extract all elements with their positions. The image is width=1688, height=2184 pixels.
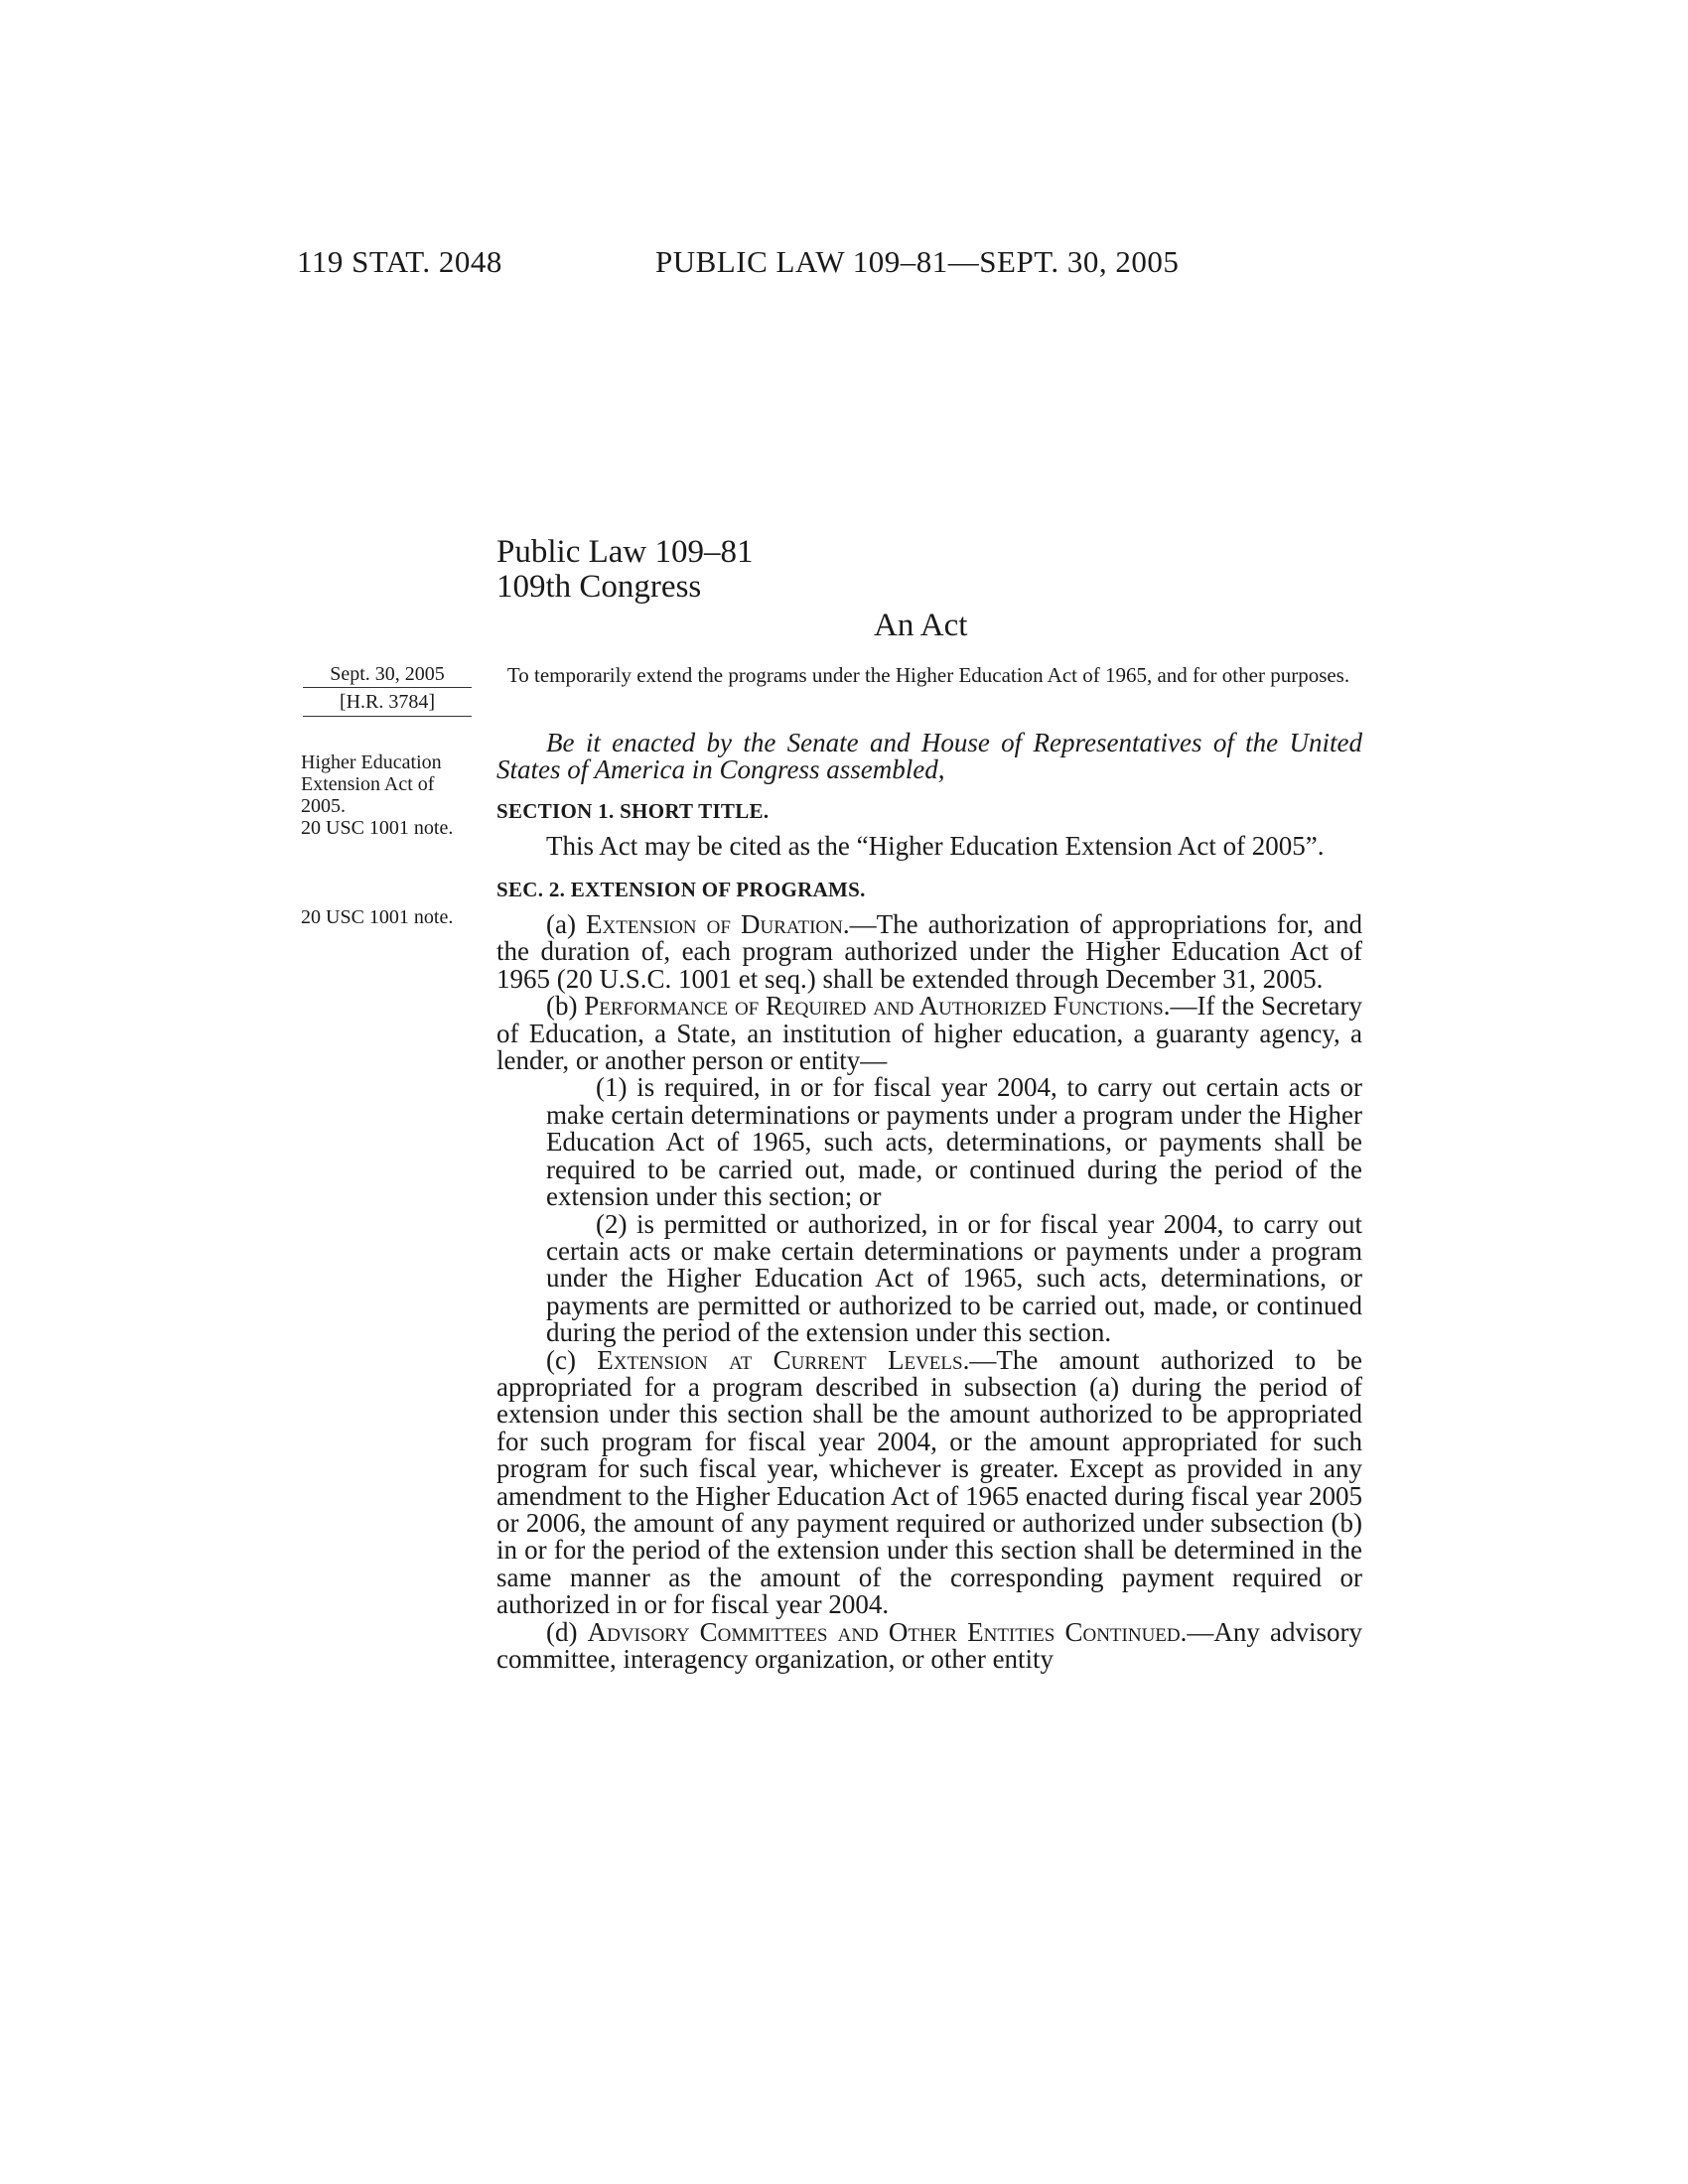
enactment-date: Sept. 30, 2005 <box>303 662 472 688</box>
subsection-d <box>496 1616 1362 1674</box>
bill-number: [H.R. 3784] <box>303 688 472 717</box>
subsection-c-text: —The amount authorized to be appropriated for a program described in subsection (a) during the period of extension under this section shall be the amount authorized to be appropriated for such program for fiscal year 2004, or the amount appropriated for such program for such fiscal year, whichever is greater. Except as provided in any amendment to the Higher Education Act of 1965 enacted during fiscal year 2005 or 2006, the amount of any payment required or authorized under subsection (b) in or for the period of the extension under this section shall be determined in the same manner as the amount of the corresponding payment required or authorized in or for fiscal year 2004. <box>496 1344 1363 1620</box>
congress-label: 109th Congress <box>496 569 702 605</box>
section-1-heading: SECTION 1. SHORT TITLE. <box>496 798 770 823</box>
enacting-clause: Be it enacted by the Senate and House of Representatives of the United States of America in Congress assembled, <box>496 728 1362 785</box>
subsection-d-text: —Any advisory committee, interagency organization, or other entity <box>496 1616 1362 1674</box>
act-purpose: To temporarily extend the programs under the Higher Education Act of 1965, and for other purposes. <box>506 663 1350 687</box>
subsection-b-heading: Performance of Required and Authorized Functions. <box>584 991 1171 1022</box>
subsection-a <box>496 911 1362 993</box>
paragraph-b2: (2) is permitted or authorized, in or for fiscal year 2004, to carry out certain acts or make certain determinations or payments under a program under the Higher Education Act of 1965, such acts, determinations, or payments are permitted or authorized to be carried out, made, or continued during the period of the extension under this section. <box>546 1208 1362 1348</box>
act-heading: An Act <box>874 608 968 643</box>
subsection-d-heading: Advisory Committees and Other Entities Continued. <box>587 1616 1188 1647</box>
running-header-law: PUBLIC LAW 109–81—SEPT. 30, 2005 <box>655 244 1180 279</box>
act-body <box>496 730 1362 1673</box>
subsection-d-label: (d) <box>546 1616 588 1647</box>
margin-note-short-title: Higher Education Extension Act of 2005. 20 USC 1001 note. <box>301 751 454 839</box>
section-1-text: This Act may be cited as the “Higher Education Extension Act of 2005”. <box>546 831 1325 862</box>
subsection-c-label: (c) <box>546 1344 598 1375</box>
subsection-b <box>496 993 1362 1074</box>
paragraph-b1: (1) is required, in or for fiscal year 2004, to carry out certain acts or make certain determinations or payments under a program under the Higher Education Act of 1965, such acts, determinations, or payments shall be required to be carried out, made, or continued during the period of the extension under this section; or <box>546 1072 1362 1212</box>
public-law-title: Public Law 109–81 <box>496 534 754 570</box>
subsection-c <box>496 1344 1363 1620</box>
subsection-a-text: —The authorization of appropriations for, and the duration of, each program authorized under the Higher Education Act of 1965 (20 U.S.C. 1001 et seq.) shall be extended through December 31, 2005. <box>496 909 1363 994</box>
subsection-b-label: (b) <box>546 991 585 1022</box>
subsection-a-label: (a) <box>546 909 587 940</box>
running-header-stat: 119 STAT. 2048 <box>297 244 502 279</box>
subsection-c-heading: Extension at Current Levels. <box>597 1344 970 1375</box>
margin-note-usc: 20 USC 1001 note. <box>301 906 454 928</box>
enactment-date-note <box>303 662 472 717</box>
section-2-heading: SEC. 2. EXTENSION OF PROGRAMS. <box>496 877 866 901</box>
subsection-b-text: —If the Secretary of Education, a State, an institution of higher education, a guaranty agency, a lender, or another person or entity— <box>496 991 1362 1076</box>
subsection-a-heading: Extension of Duration. <box>586 909 850 940</box>
